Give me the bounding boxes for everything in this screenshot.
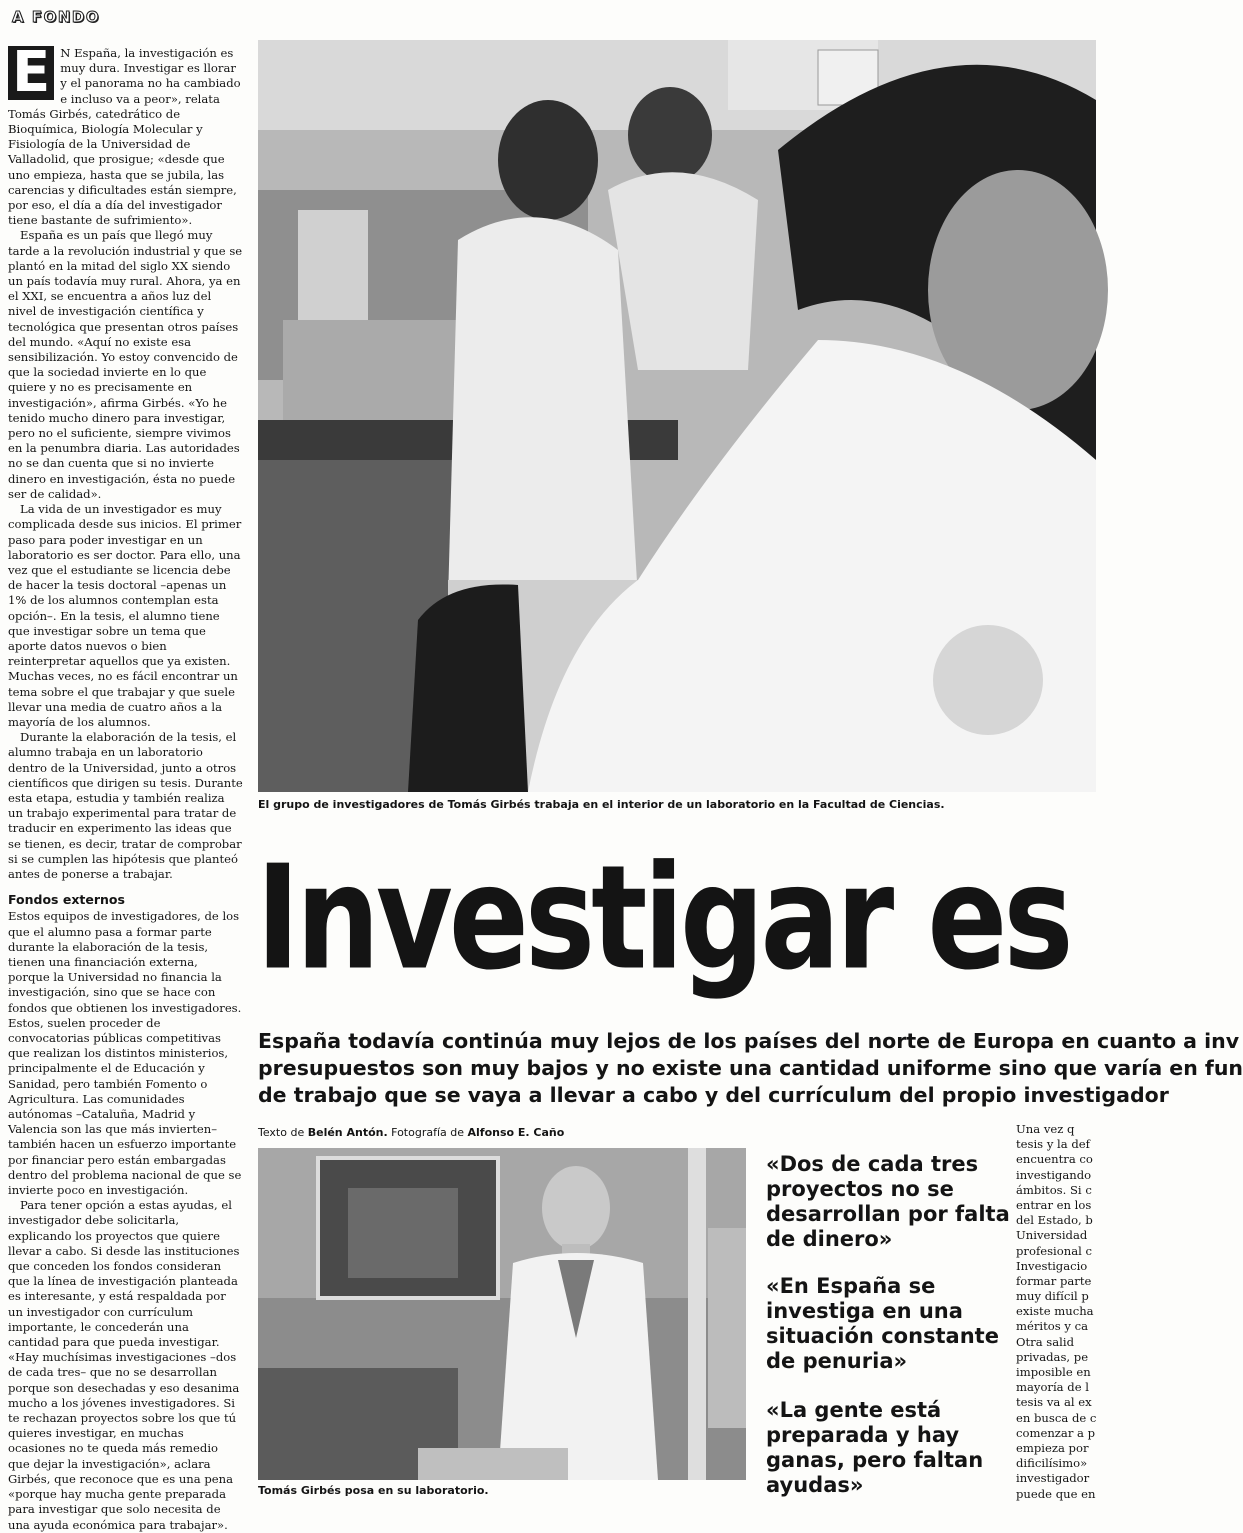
pull-quote: «En España se investiga en una situación constante de penuria» [766, 1274, 999, 1373]
text-line: Universidad [1016, 1228, 1088, 1243]
standfirst-line: de trabajo que se vaya a llevar a cabo y del currículum del propio investigador [258, 1083, 1169, 1107]
text-line: dificilísimo» [1016, 1456, 1088, 1471]
text-line: investigando [1016, 1167, 1092, 1182]
article-paragraph: E N España, la investigación es muy dura. Investigar es llorar y el panorama no ha cambiado e incluso va a peor», relata Tomás Girbés, catedrático de Bioquímica, Biología Molecular y Fisiología de la Universidad de Valladolid, que prosigue; «desde que uno empieza, hasta que se jubila, las carencias y dificultades están siempre, por eso, el día a día del investigador tiene bastante de sufrimiento». [8, 40, 241, 228]
portrait-photo-illustration [258, 1148, 746, 1480]
article-paragraph: La vida de un investigador es muy complicada desde sus inicios. El primer paso para poder investigar en un laboratorio es ser doctor. Para ello, una vez que el estudiante se licencia debe de hacer la tesis doctoral –apenas un 1% de los alumnos contemplan esta opción–. En la tesis, el alumno tiene que investigar sobre un tema que aporte datos nuevos o bien reinterpretar aquellos que ya existen. Muchas veces, no es fácil encontrar un tema sobre el que trabajar y que suele llevar una media de cuatro años a la mayoría de los alumnos. [8, 502, 242, 729]
text-line: tesis y la def [1016, 1137, 1090, 1152]
text-line: Investigacio [1016, 1258, 1088, 1273]
standfirst-line: España todavía continúa muy lejos de los países del norte de Europa en cuanto a inv [258, 1029, 1240, 1053]
text-line: encuentra co [1016, 1152, 1093, 1167]
pull-quote: «Dos de cada tres proyectos no se desarrollan por falta de dinero» [766, 1152, 1010, 1251]
headline: Investigar es [256, 833, 1070, 1002]
text-line: imposible en [1016, 1365, 1091, 1379]
author-name: Belén Antón. [307, 1126, 388, 1139]
text-line: tesis va al ex [1016, 1395, 1092, 1410]
text-line: mayoría de l [1016, 1380, 1089, 1395]
standfirst [258, 1028, 1243, 1110]
left-article-column [8, 40, 243, 1532]
article-paragraph: Para tener opción a estas ayudas, el investigador debe solicitarla, explicando los proyectos que quiere llevar a cabo. Si desde las instituciones que conceden los fondos consideran que la línea de investigación planteada es interesante, y está respaldada por un investigador con currículum importante, le concederán una cantidad para que pueda investigar. «Hay muchísimas investigaciones –dos de cada tres– que no se desarrollan porque son desechadas y eso desanima mucho a los jóvenes investigadores. Si te rechazan proyectos sobre los que tú quieres investigar, en muchas ocasiones no te queda más remedio que dejar la investigación», aclara Girbés, que reconoce que es una pena «porque hay mucha gente preparada para investigar que solo necesita de una ayuda económica para trabajar». [8, 1198, 240, 1532]
pull-quote: «La gente está preparada y hay ganas, pero faltan ayudas» [766, 1398, 984, 1497]
byline-credits [258, 1126, 564, 1139]
drop-cap: E [8, 46, 54, 100]
text-line: comenzar a p [1016, 1425, 1096, 1440]
laboratory-photo [258, 40, 1096, 792]
portrait-photo [258, 1148, 746, 1480]
text-line: en busca de c [1016, 1410, 1097, 1425]
text-line: ámbitos. Si c [1016, 1182, 1092, 1197]
text-line: entrar en los [1016, 1197, 1092, 1212]
article-paragraph: España es un país que llegó muy tarde a la revolución industrial y que se plantó en la mitad del siglo XX siendo un país todavía muy rural. Ahora, ya en el XXI, se encuentra a años luz del nivel de investigación científica y tecnológica que presentan otros países del mundo. «Aquí no existe esa sensibilización. Yo estoy convencido de que la sociedad invierte en lo que quiere y no es precisamente en investigación», afirma Girbés. «Yo he tenido mucho dinero para investigar, pero no el suficiente, siempre vivimos en la penumbra diaria. Las autoridades no se dan cuenta que si no invierte dinero en investigación, ésta no puede ser de calidad». [8, 228, 243, 501]
text-line: formar parte [1016, 1273, 1092, 1288]
text-line: Otra salid [1016, 1334, 1075, 1349]
text-line: méritos y ca [1016, 1319, 1089, 1334]
photographer-name: Alfonso E. Caño [467, 1126, 565, 1139]
text-line: muy difícil p [1016, 1289, 1089, 1304]
text-line: puede que en [1016, 1486, 1096, 1501]
text-line: privadas, pe [1016, 1349, 1089, 1364]
main-photo-caption: El grupo de investigadores de Tomás Girbés trabaja en el interior de un laboratorio en la Facultad de Ciencias. [258, 798, 945, 811]
text-line: Una vez q [1016, 1122, 1075, 1136]
article-paragraph: Estos equipos de investigadores, de los que el alumno pasa a formar parte durante la elaboración de la tesis, tienen una financiación externa, porque la Universidad no financia la investigación, sino que se hace con fondos que obtienen los investigadores. Estos, suelen proceder de convocatorias públicas competitivas que realizan los distintos ministerios, principalmente el de Educación y Sanidad, pero también Fomento o Agricultura. Las comunidades autónomas –Cataluña, Madrid y Valencia son las que más invierten– también hacen un esfuerzo importante por financiar pero están embargadas dentro del problema nacional de que se invierte poco en investigación. [8, 909, 242, 1198]
text-line: empieza por [1016, 1440, 1089, 1455]
portrait-photo-caption: Tomás Girbés posa en su laboratorio. [258, 1484, 489, 1497]
right-article-column [1016, 1122, 1096, 1507]
text-line: investigador [1016, 1471, 1090, 1486]
laboratory-photo-illustration [258, 40, 1096, 792]
section-label: A FONDO [12, 8, 101, 26]
text-line: profesional c [1016, 1243, 1092, 1258]
subhead-fondos-externos: Fondos externos [8, 892, 125, 908]
text-line: del Estado, b [1016, 1213, 1093, 1228]
standfirst-line: presupuestos son muy bajos y no existe una cantidad uniforme sino que varía en fun [258, 1056, 1243, 1080]
credit-photo-prefix: Fotografía de [391, 1126, 465, 1139]
text-line: existe mucha [1016, 1304, 1094, 1319]
credit-text-prefix: Texto de [258, 1126, 305, 1139]
article-paragraph: Durante la elaboración de la tesis, el alumno trabaja en un laboratorio dentro de la Universidad, junto a otros científicos que dirigen su tesis. Durante esta etapa, estudia y también realiza un trabajo experimental para tratar de traducir en experimento las ideas que se tienen, es decir, tratar de comprobar si se cumplen las hipótesis que planteó antes de ponerse a trabajar. [8, 730, 243, 881]
